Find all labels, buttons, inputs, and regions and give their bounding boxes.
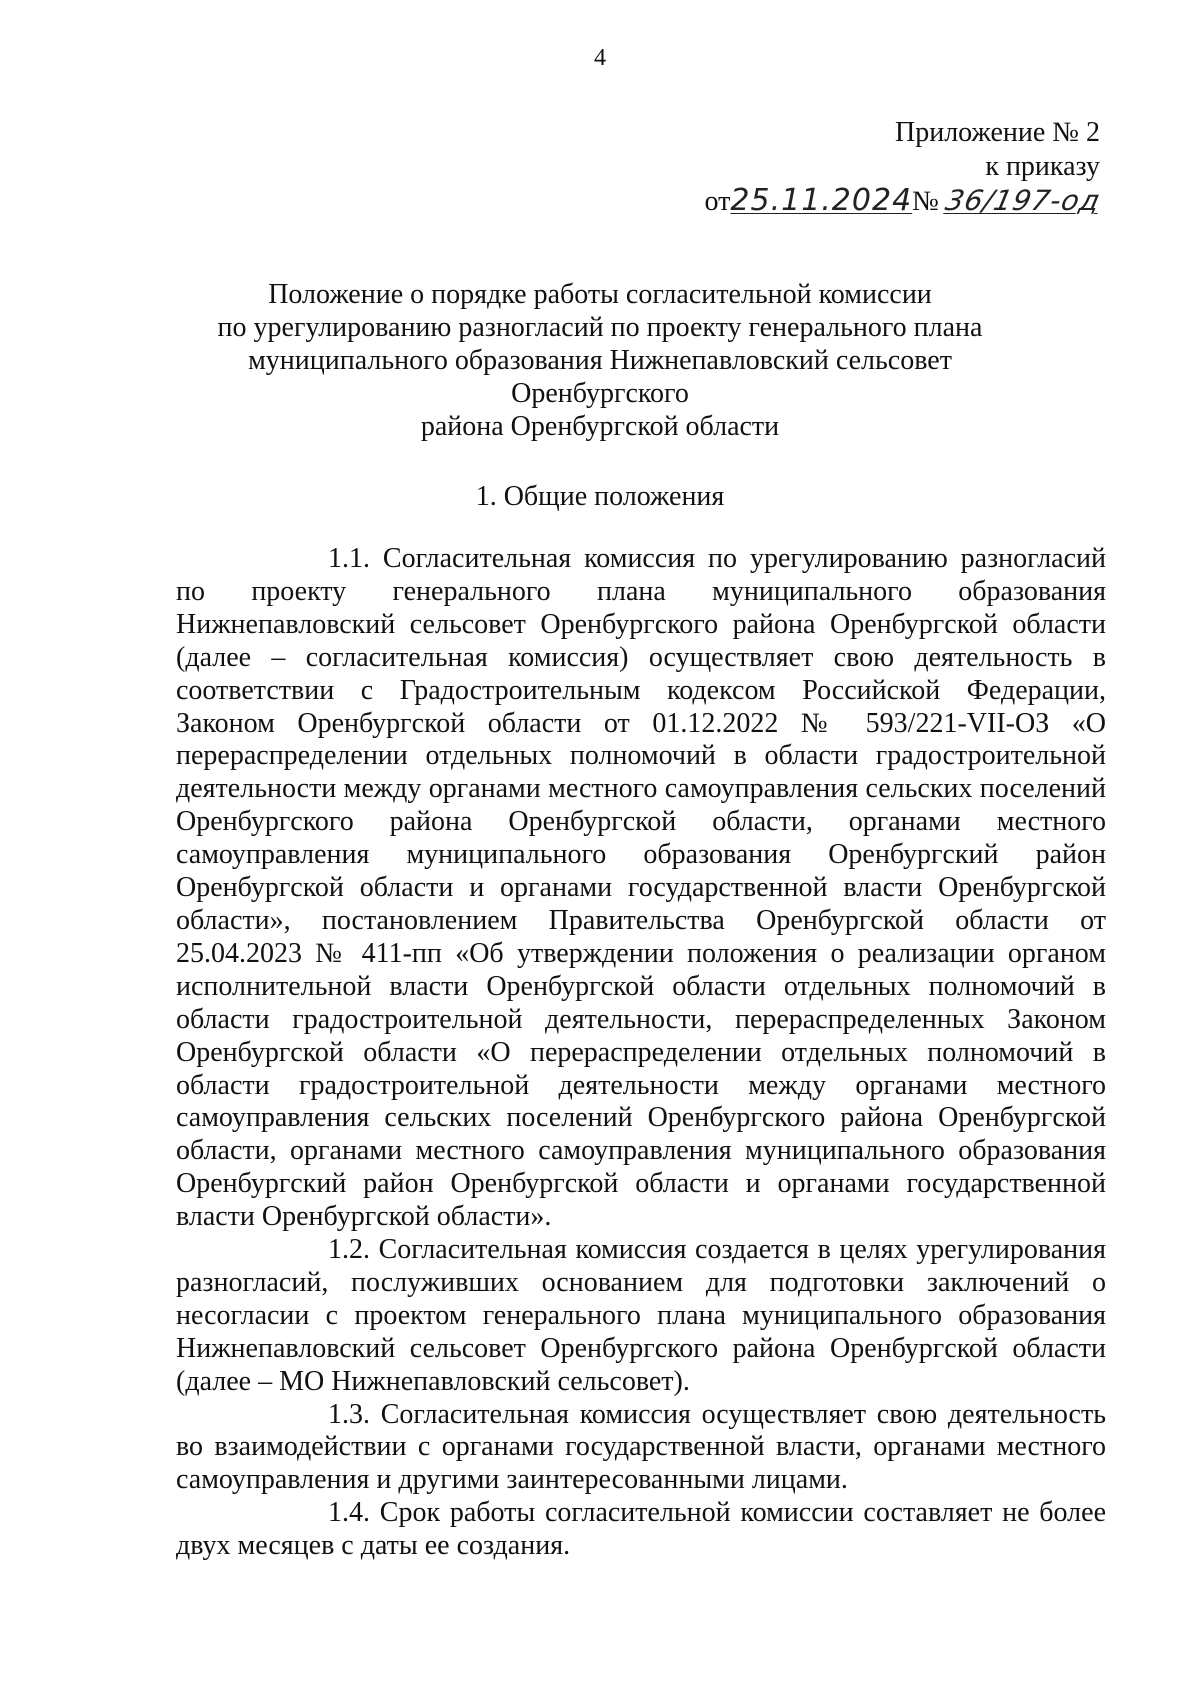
appendix-date-line [680, 183, 1104, 219]
paragraph-number: 1.2. [328, 1234, 370, 1266]
date-prefix: от [704, 186, 731, 217]
handwritten-order-number: 36/197-од [942, 184, 1104, 217]
title-line-3: муниципального образования Нижнепавловский сельсовет Оренбургского [248, 345, 952, 409]
title-line-1: Положение о порядке работы согласительной комиссии [268, 279, 932, 310]
paragraph-1-3 [176, 1399, 1106, 1498]
appendix-order-ref: к приказу [985, 151, 1100, 182]
appendix-block [680, 116, 1104, 219]
paragraph-number: 1.3. [328, 1398, 370, 1430]
paragraph-number: 1.4. [328, 1497, 370, 1529]
handwritten-date: 25.11.2024 [730, 183, 913, 218]
section-heading: 1. Общие положения [475, 481, 725, 512]
paragraph-text: Согласительная комиссия по урегулированию разногласий по проекту генерального плана муниципального образования Нижнепавловский сельсовет Оренбургского района Оренбургской области (далее – согласительная комиссия) осуществляет свою деятельность в соответствии с Градостроительным кодексом Российской Федерации, Законом Оренбургской области от 01.12.2022 № 593/221-VII-ОЗ «О перераспределении отдельных полномочий в области градостроительной деятельности между органами местного самоуправления сельских поселений Оренбургского района Оренбургской области, органами местного самоуправления муниципального образования Оренбургский район Оренбургской области и органами государственной власти Оренбургской области», постановлением Правительства Оренбургской области от 25.04.2023 № 411-пп «Об утверждении положения о реализации органом исполнительной власти Оренбургской области отдельных полномочий в области градостроительной деятельности, перераспределенных Законом Оренбургской области «О перераспределении отдельных полномочий в области градостроительной деятельности между органами местного самоуправления сельских поселений Оренбургского района Оренбургской области, органами местного самоуправления муниципального образования Оренбургский район Оренбургской области и органами государственной власти Оренбургской области». [176, 543, 1106, 1233]
paragraph-number: 1.1. [328, 543, 370, 574]
title-line-2: по урегулированию разногласий по проекту генерального плана [217, 312, 983, 343]
section-body [176, 543, 1106, 1563]
page-number: 4 [594, 45, 606, 71]
title-line-4: района Оренбургской области [420, 411, 780, 442]
paragraph-1-4 [176, 1497, 1106, 1563]
paragraph-text: Согласительная комиссия осуществляет свою деятельность во взаимодействии с органами государственной власти, органами местного самоуправления и другими заинтересованными лицами. [176, 1398, 1106, 1496]
paragraph-text: Срок работы согласительной комиссии составляет не более двух месяцев с даты ее создания. [176, 1497, 1106, 1562]
paragraph-text: Согласительная комиссия создается в целях урегулирования разногласий, послуживших основанием для подготовки заключений о несогласии с проектом генерального плана муниципального образования Нижнепавловский сельсовет Оренбургского района Оренбургской области (далее – МО Нижнепавловский сельсовет). [176, 1234, 1106, 1397]
number-prefix: № [912, 186, 939, 217]
appendix-title: Приложение № 2 [895, 117, 1100, 148]
paragraph-1-1 [176, 543, 1106, 1234]
paragraph-1-2 [176, 1234, 1106, 1399]
document-title [180, 278, 1020, 443]
